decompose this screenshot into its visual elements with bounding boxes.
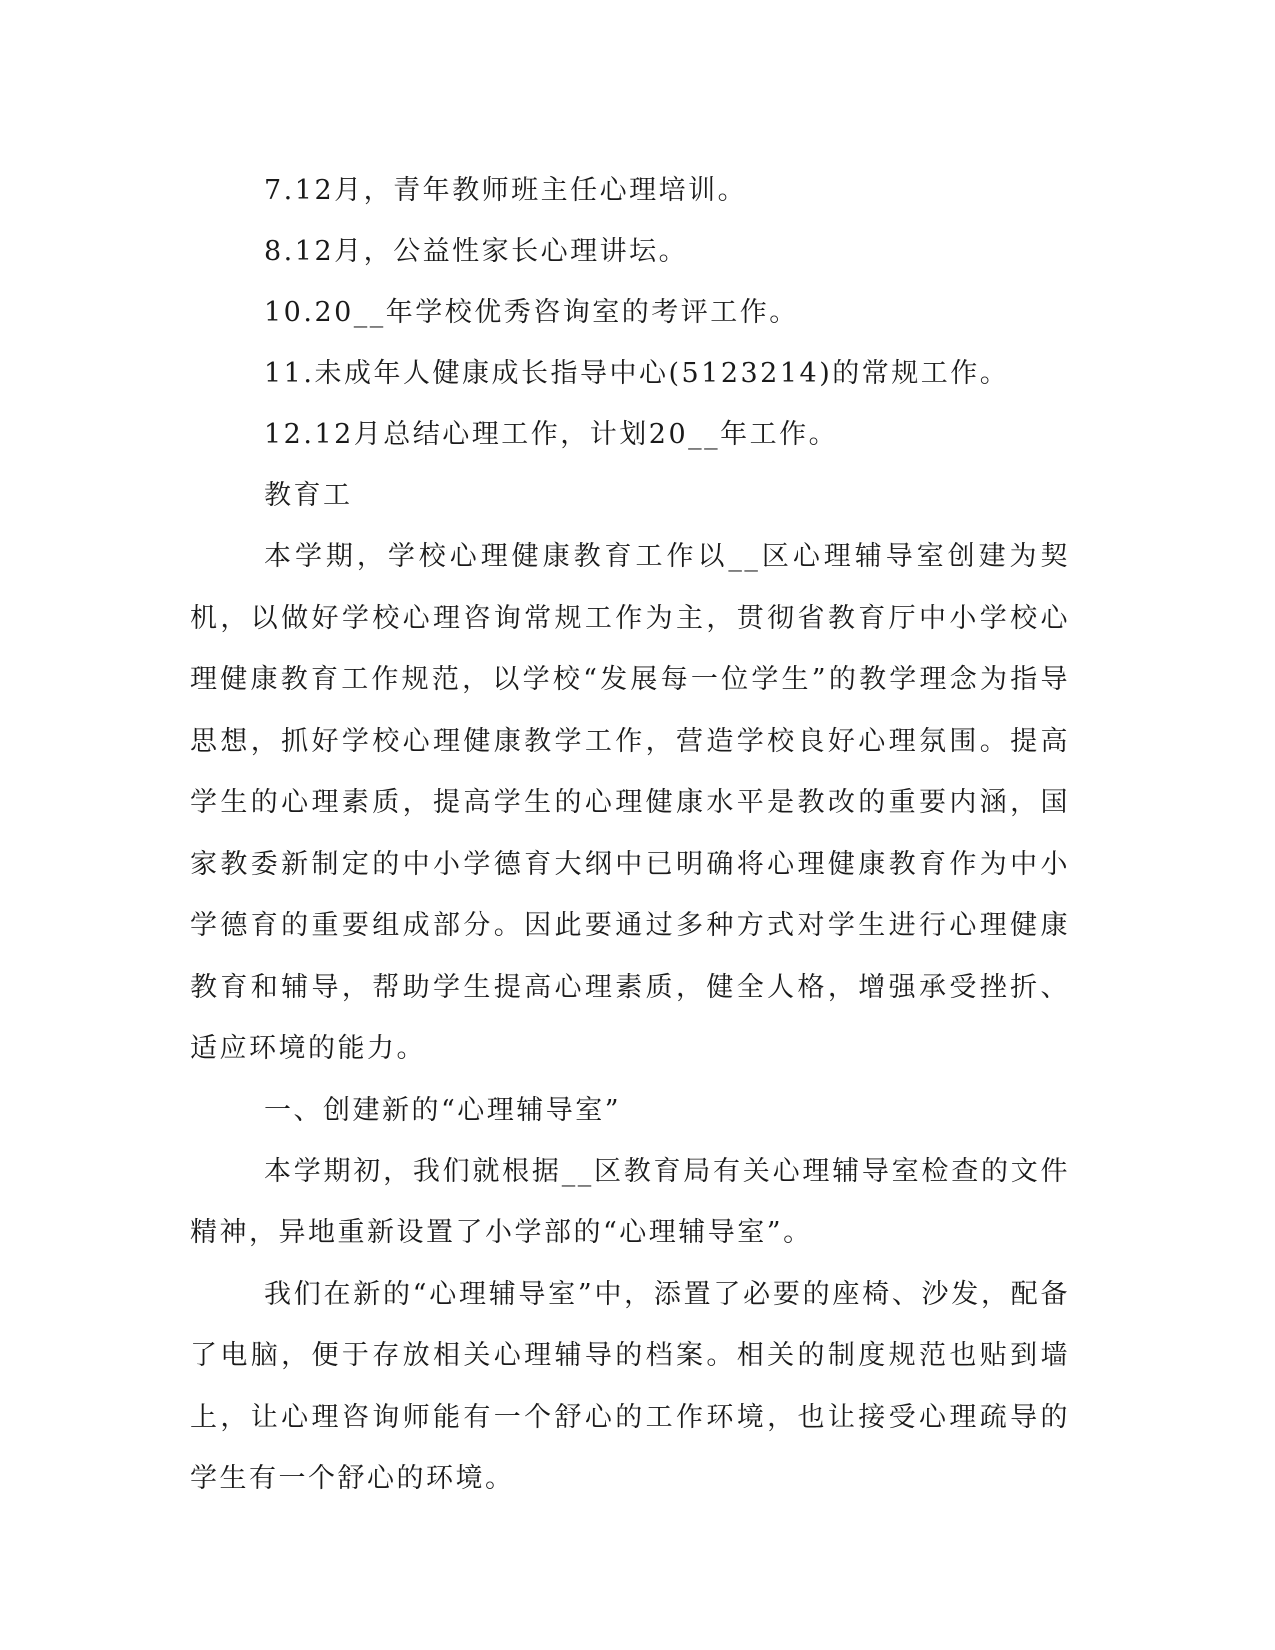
- section-label: 教育工: [264, 480, 353, 511]
- section-heading: 一、创建新的“心理辅导室”: [264, 1094, 622, 1126]
- body-paragraph: 本学期，学校心理健康教育工作以__区心理辅导室创建为契机，以做好学校心理咨询常规工作为主，贯彻省教育厅中小学校心理健康教育工作规范，以学校“发展每一位学生”的教学理念为指导思想，抓好学校心理健康教学工作，营造学校良好心理氛围。提高学生的心理素质，提高学生的心理健康水平是教改的重要内涵，国家教委新制定的中小学德育大纲中已明确将心理健康教育作为中小学德育的重要组成部分。因此要通过多种方式对学生进行心理健康教育和辅导，帮助学生提高心理素质，健全人格，增强承受挫折、适应环境的能力。: [190, 541, 1070, 1064]
- body-paragraph: 本学期初，我们就根据__区教育局有关心理辅导室检查的文件精神，异地重新设置了小学部的“心理辅导室”。: [190, 1155, 1070, 1248]
- list-item: 8.12月，公益性家长心理讲坛。: [264, 236, 689, 267]
- list-item: 12.12月总结心理工作，计划20__年工作。: [264, 419, 839, 450]
- list-item: 7.12月，青年教师班主任心理培训。: [264, 175, 748, 206]
- list-item: 10.20__年学校优秀咨询室的考评工作。: [264, 297, 799, 328]
- list-item: 11.未成年人健康成长指导中心(5123214)的常规工作。: [264, 358, 1010, 389]
- body-paragraph: 我们在新的“心理辅导室”中，添置了必要的座椅、沙发，配备了电脑，便于存放相关心理辅导的档案。相关的制度规范也贴到墙上，让心理咨询师能有一个舒心的工作环境，也让接受心理疏导的学生有一个舒心的环境。: [190, 1278, 1070, 1494]
- document-body: [190, 160, 1070, 1510]
